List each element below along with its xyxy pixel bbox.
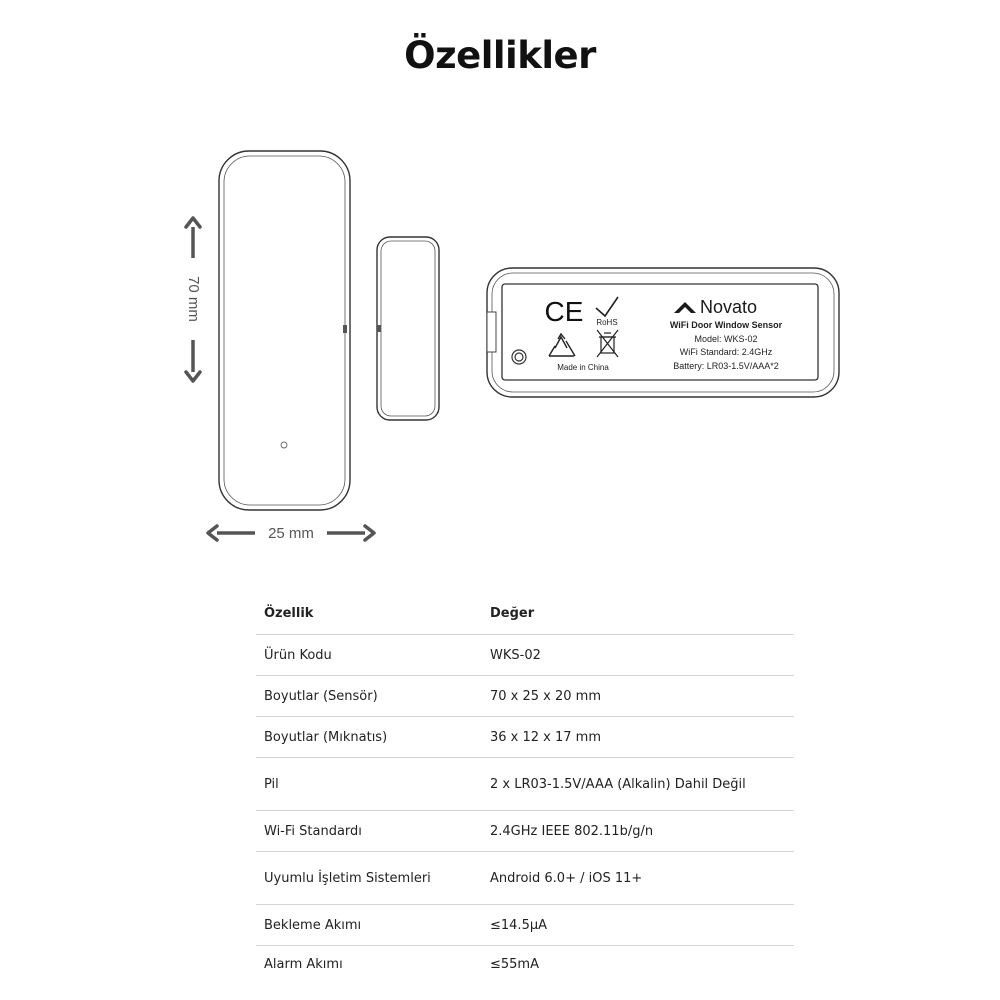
product-name: WiFi Door Window Sensor xyxy=(669,320,783,330)
sensor-front-view xyxy=(219,151,350,510)
battery-label: Battery: LR03-1.5V/AAA*2 xyxy=(673,361,779,371)
spec-value: 36 x 12 x 17 mm xyxy=(481,717,794,758)
table-row xyxy=(256,635,794,676)
spec-name: Wi-Fi Standardı xyxy=(256,811,481,852)
table-row xyxy=(256,758,794,811)
spec-value: ≤55mA xyxy=(490,957,539,973)
brand-name: Novato xyxy=(700,297,758,317)
sensor-back-view xyxy=(487,268,839,397)
height-label: 70 mm xyxy=(185,276,203,322)
model-label: Model: WKS-02 xyxy=(694,334,758,344)
width-dimension xyxy=(208,525,374,542)
spec-value: 70 x 25 x 20 mm xyxy=(481,676,794,717)
spec-value: 2.4GHz IEEE 802.11b/g/n xyxy=(481,811,794,852)
spec-value: Android 6.0+ / iOS 11+ xyxy=(481,852,794,905)
spec-name: Uyumlu İşletim Sistemleri xyxy=(256,852,481,905)
spec-name: Ürün Kodu xyxy=(256,635,481,676)
spec-name: Boyutlar (Mıknatıs) xyxy=(256,717,481,758)
spec-name: Alarm Akımı xyxy=(264,957,343,973)
header-feature: Özellik xyxy=(256,592,481,635)
table-row xyxy=(256,905,794,946)
header-value: Değer xyxy=(481,592,794,635)
spec-table xyxy=(256,592,794,984)
spec-name: Bekleme Akımı xyxy=(256,905,481,946)
spec-value: ≤14.5μA xyxy=(481,905,794,946)
spec-value: 2 x LR03-1.5V/AAA (Alkalin) Dahil Değil xyxy=(481,758,794,811)
table-row xyxy=(256,811,794,852)
table-row xyxy=(256,852,794,905)
spec-name: Boyutlar (Sensör) xyxy=(256,676,481,717)
table-header-row xyxy=(256,592,794,635)
page-title: Özellikler xyxy=(404,34,596,77)
table-row xyxy=(256,717,794,758)
made-in-label: Made in China xyxy=(557,363,609,372)
rohs-label: RoHS xyxy=(596,318,618,327)
spec-value: WKS-02 xyxy=(481,635,794,676)
ce-mark: CE xyxy=(544,296,584,327)
table-row xyxy=(256,946,794,984)
magnet-front-view xyxy=(377,237,439,420)
spec-name: Pil xyxy=(256,758,481,811)
wifi-standard-label: WiFi Standard: 2.4GHz xyxy=(679,347,773,357)
width-label: 25 mm xyxy=(268,525,314,542)
table-row xyxy=(256,676,794,717)
height-dimension xyxy=(185,218,202,381)
